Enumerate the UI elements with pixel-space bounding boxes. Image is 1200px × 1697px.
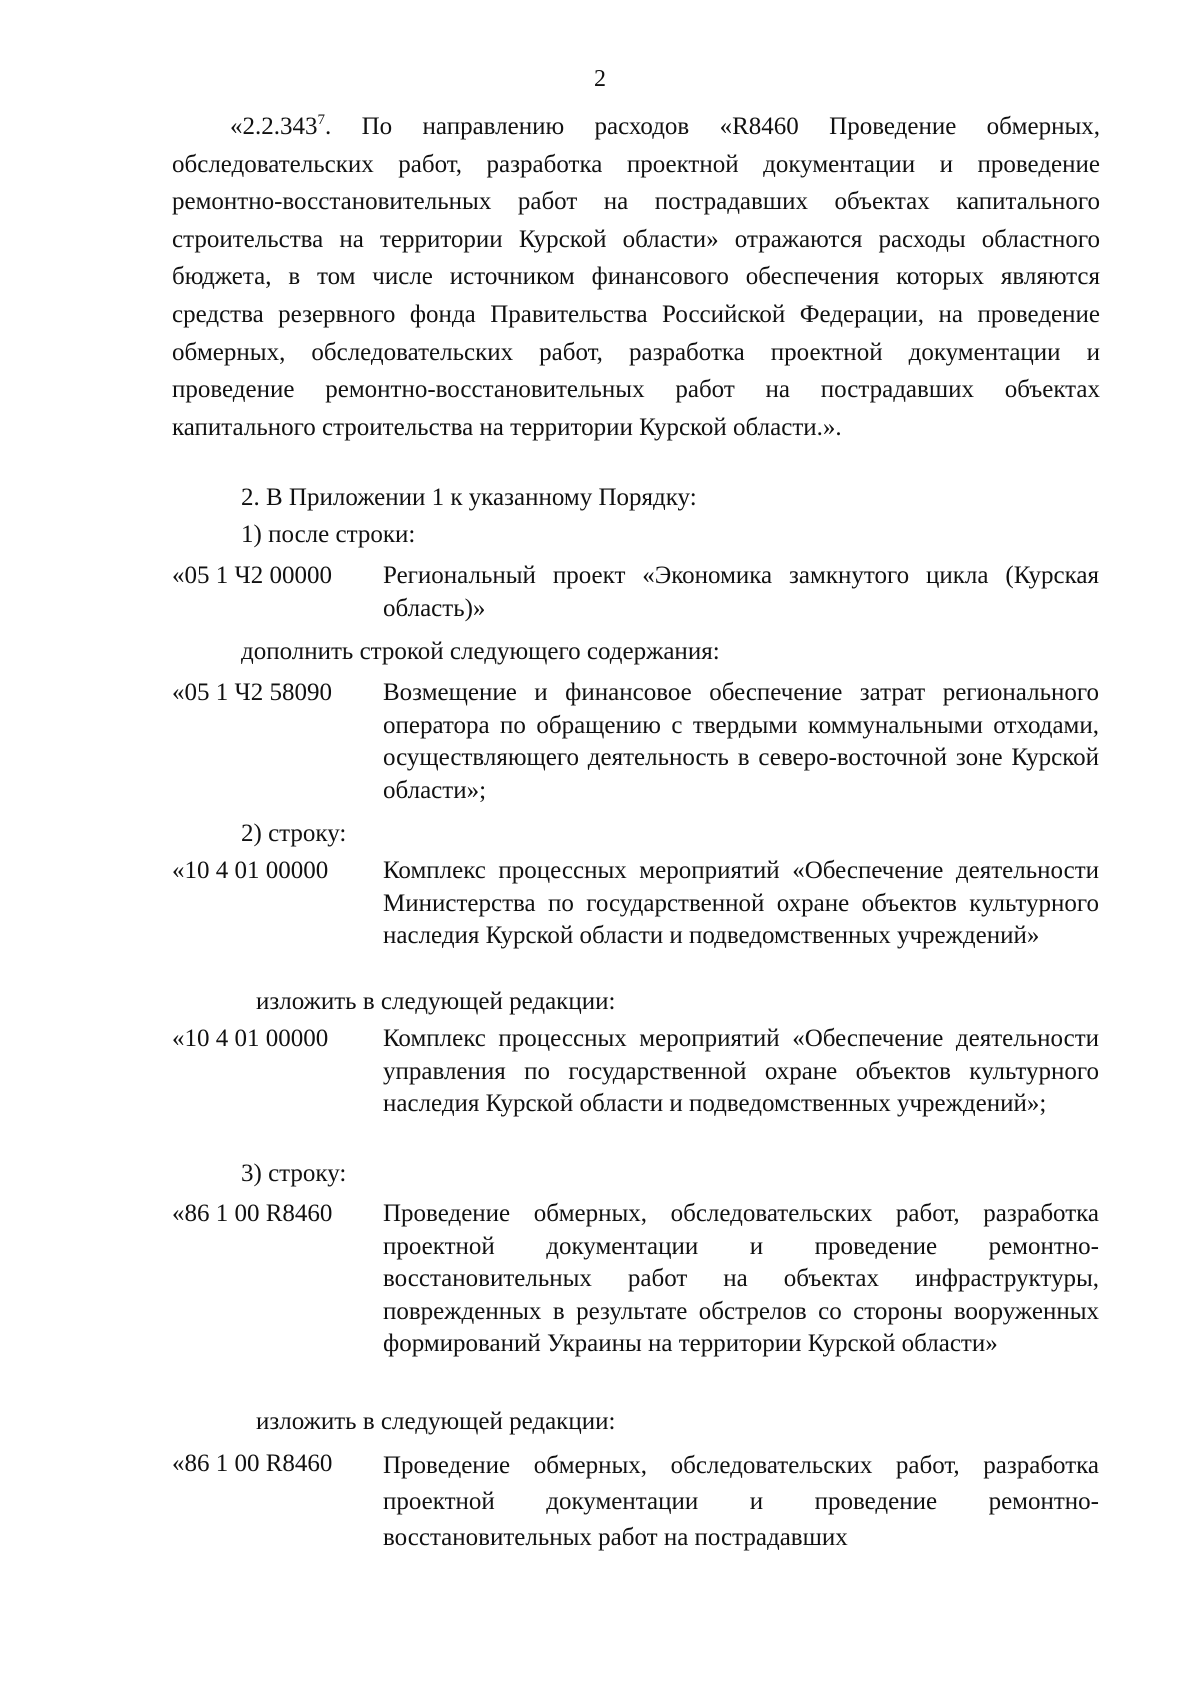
entry-description: Комплекс процессных мероприятий «Обеспечение деятельности управления по государственной охране объектов культурного наследия Курской области и подведомственных учреждений»; bbox=[383, 1025, 1099, 1117]
entry-code: «10 4 01 00000 bbox=[172, 857, 329, 884]
instruction-text: дополнить строкой следующего содержания: bbox=[241, 638, 720, 665]
entry-code: «05 1 Ч2 58090 bbox=[172, 679, 332, 706]
superscript: 7 bbox=[317, 112, 325, 128]
entry-code: «86 1 00 R8460 bbox=[172, 1200, 333, 1227]
entry-code: «86 1 00 R8460 bbox=[172, 1450, 333, 1477]
entry-description: Проведение обмерных, обследовательских работ, разработка проектной документации и проведение ремонтно-восстановительных работ на объектах инфраструктуры, поврежденных в результате обстрелов со стороны вооруженных формирований Украины на территории Курской области» bbox=[383, 1200, 1099, 1357]
intro-section bbox=[172, 108, 1100, 446]
entry-code: «05 1 Ч2 00000 bbox=[172, 562, 332, 589]
instruction-text: изложить в следующей редакции: bbox=[256, 988, 616, 1015]
page-number: 2 bbox=[594, 66, 606, 92]
entry-description: Региональный проект «Экономика замкнутого цикла (Курская область)» bbox=[383, 562, 1099, 622]
paragraph-2-2-343-7 bbox=[172, 108, 1100, 446]
subitem-3-label: 3) строку: bbox=[241, 1160, 347, 1187]
item-2-text: 2. В Приложении 1 к указанному Порядку: bbox=[241, 484, 697, 511]
instruction-text: изложить в следующей редакции: bbox=[256, 1408, 616, 1435]
subitem-1-label: 1) после строки: bbox=[241, 521, 416, 548]
entry-description: Возмещение и финансовое обеспечение затрат регионального оператора по обращению с твердыми коммунальными отходами, осуществляющего деятельность в северо-восточной зоне Курской области»; bbox=[383, 679, 1099, 804]
paragraph-lead: «2.2.343 bbox=[230, 113, 318, 140]
entry-description: Проведение обмерных, обследовательских работ, разработка проектной документации и проведение ремонтно-восстановительных работ на пострадавших bbox=[383, 1452, 1099, 1551]
entry-description: Комплекс процессных мероприятий «Обеспечение деятельности Министерства по государственной охране объектов культурного наследия Курской области и подведомственных учреждений» bbox=[383, 857, 1099, 949]
entry-code: «10 4 01 00000 bbox=[172, 1025, 329, 1052]
subitem-2-label: 2) строку: bbox=[241, 820, 347, 847]
paragraph-body: . По направлению расходов «R8460 Проведение обмерных, обследовательских работ, разработка проектной документации и проведение ремонтно-восстановительных работ на пострадавших объектах капитального строительства на территории Курской области» отражаются расходы областного бюджета, в том числе источником финансового обеспечения которых являются средства резервного фонда Правительства Российской Федерации, на проведение обмерных, обследовательских работ, разработка проектной документации и проведение ремонтно-восстановительных работ на пострадавших объектах капитального строительства на территории Курской области.». bbox=[172, 113, 1100, 441]
